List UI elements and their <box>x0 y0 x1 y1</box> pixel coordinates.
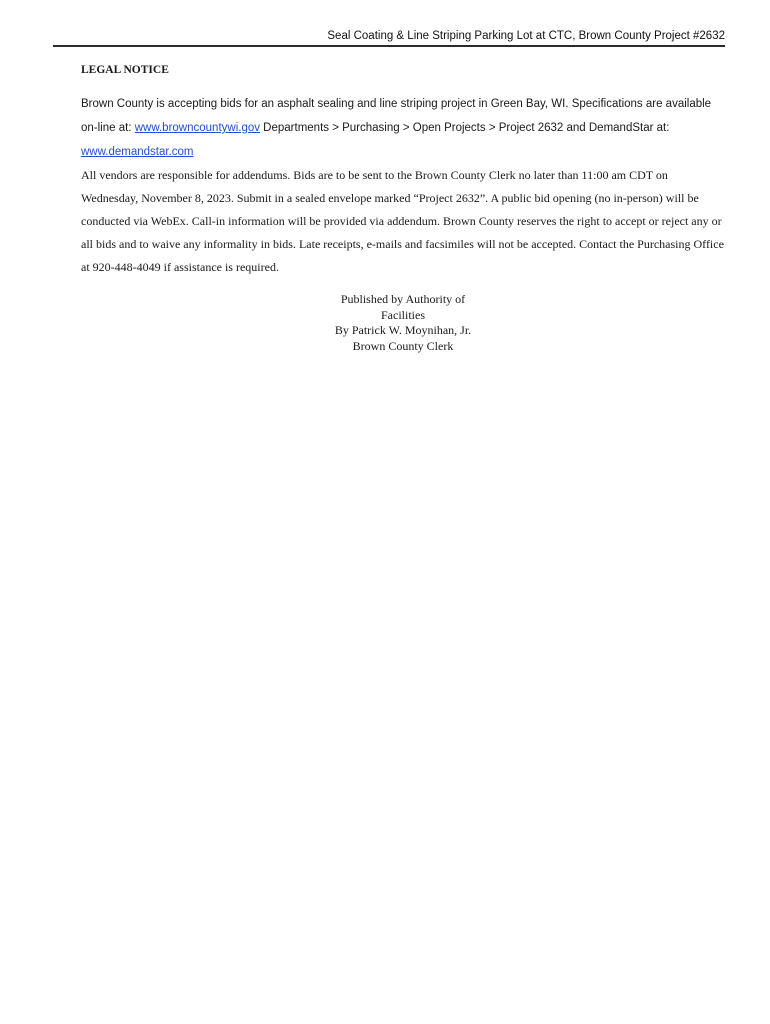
browncounty-link[interactable]: www.browncountywi.gov <box>134 122 260 134</box>
page-header <box>53 28 725 47</box>
notice-paragraph-specifications <box>81 92 726 164</box>
notice-heading: LEGAL NOTICE <box>81 64 169 76</box>
signature-line-department: Facilities <box>381 307 425 322</box>
notice-paragraph-bid-instructions: All vendors are responsible for addendums. Bids are to be sent to the Brown County Clerk no later than 11:00 am CDT on Wednesday, November 8, 2023. Submit in a sealed envelope marked “Project 2632”. A public bid opening (no in-person) will be conducted via WebEx. Call-in information will be provided via addendum. Brown County reserves the right to accept or reject any or all bids and to waive any informality in bids. Late receipts, e-mails and facsimiles will not be accepted. Contact the Purchasing Office at 920-448-4049 if assistance is required. <box>81 168 724 274</box>
specifications-text-start: Brown County is accepting bids for an asphalt sealing and line striping project in Green Bay, WI. Specifications are available on-line at: <box>81 98 712 134</box>
header-title: Seal Coating & Line Striping Parking Lot at CTC, Brown County Project #2632 <box>327 30 725 42</box>
signature-line-name: By Patrick W. Moynihan, Jr. <box>334 323 472 337</box>
signature-line-authority: Published by Authority of <box>340 292 466 306</box>
demandstar-link[interactable]: www.demandstar.com <box>81 146 194 158</box>
signature-block <box>0 292 770 354</box>
legal-notice <box>81 62 726 279</box>
specifications-text-middle: Departments > Purchasing > Open Projects > Project 2632 and DemandStar at: <box>259 122 670 134</box>
signature-line-title: Brown County Clerk <box>352 338 454 353</box>
